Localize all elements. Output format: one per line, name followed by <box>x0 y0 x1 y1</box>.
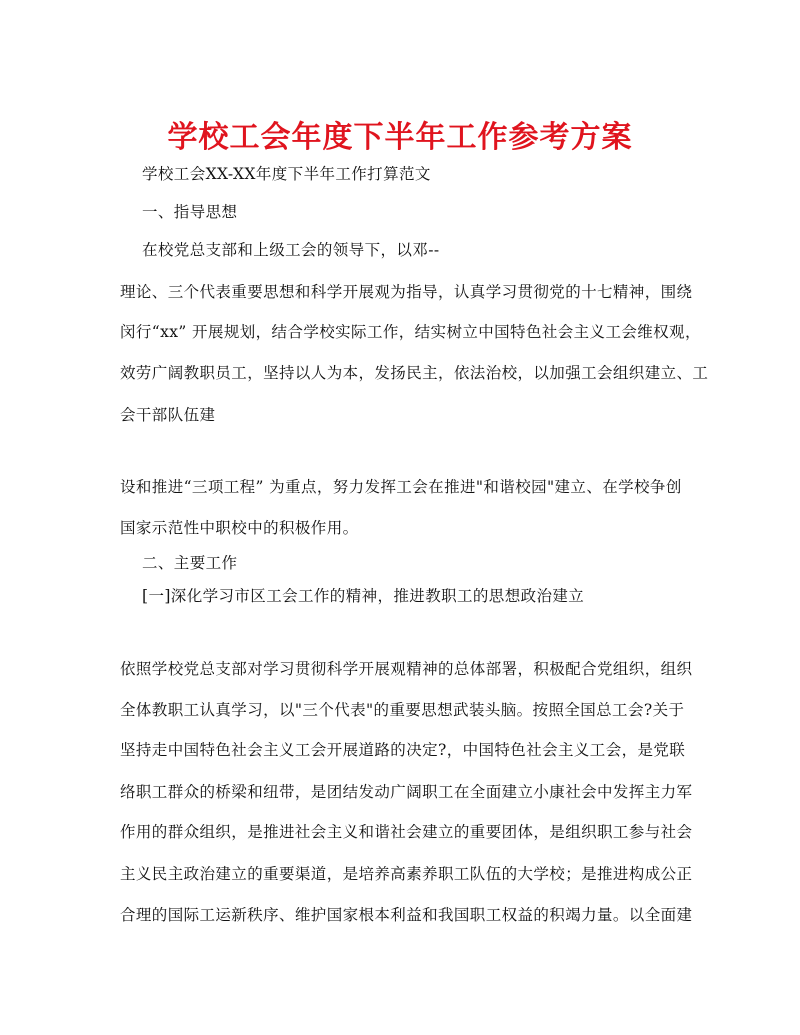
subsection-heading: [一]深化学习市区工会工作的精神，推进教职工的思想政治建立 <box>142 587 585 605</box>
paragraph-line: 作用的群众组织，是推进社会主义和谐社会建立的重要团体，是组织职工参与社会 <box>120 823 693 841</box>
paragraph-line: 主义民主政治建立的重要渠道，是培养高素养职工队伍的大学校；是推进构成公正 <box>120 865 693 883</box>
document-title: 学校工会年度下半年工作参考方案 <box>167 120 633 155</box>
paragraph-line: 效劳广阔教职员工，坚持以人为本，发扬民主，依法治校，以加强工会组织建立、工 <box>120 364 709 382</box>
paragraph-line: 理论、三个代表重要思想和科学开展观为指导，认真学习贯彻党的十七精神，围绕 <box>120 283 693 301</box>
paragraph-line: 依照学校党总支部对学习贯彻科学开展观精神的总体部署，积极配合党组织，组织 <box>120 660 693 678</box>
paragraph-line: 设和推进“三项工程” 为重点，努力发挥工会在推进"和谐校园"建立、在学校争创 <box>120 478 682 496</box>
section-heading-guiding-thought: 一、指导思想 <box>142 203 238 221</box>
section-heading-main-work: 二、主要工作 <box>142 554 238 572</box>
paragraph-line: 在校党总支部和上级工会的领导下，以邓-- <box>142 241 440 259</box>
paragraph-line: 合理的国际工运新秩序、维护国家根本利益和我国职工权益的积竭力量。以全面建 <box>120 906 693 924</box>
paragraph-line: 络职工群众的桥梁和纽带，是团结发动广阔职工在全面建立小康社会中发挥主力军 <box>120 783 693 801</box>
paragraph-line: 闵行“xx” 开展规划，结合学校实际工作，结实树立中国特色社会主义工会维权观， <box>120 323 701 341</box>
subtitle-line: 学校工会XX-XX年度下半年工作打算范文 <box>142 165 431 183</box>
paragraph-line: 国家示范性中职校中的积极作用。 <box>120 519 359 537</box>
paragraph-line: 全体教职工认真学习，以"三个代表"的重要思想武装头脑。按照全国总工会?关于 <box>120 701 685 719</box>
paragraph-line: 坚持走中国特色社会主义工会开展道路的决定?，中国特色社会主义工会，是党联 <box>120 741 686 759</box>
paragraph-line: 会干部队伍建 <box>120 406 216 424</box>
